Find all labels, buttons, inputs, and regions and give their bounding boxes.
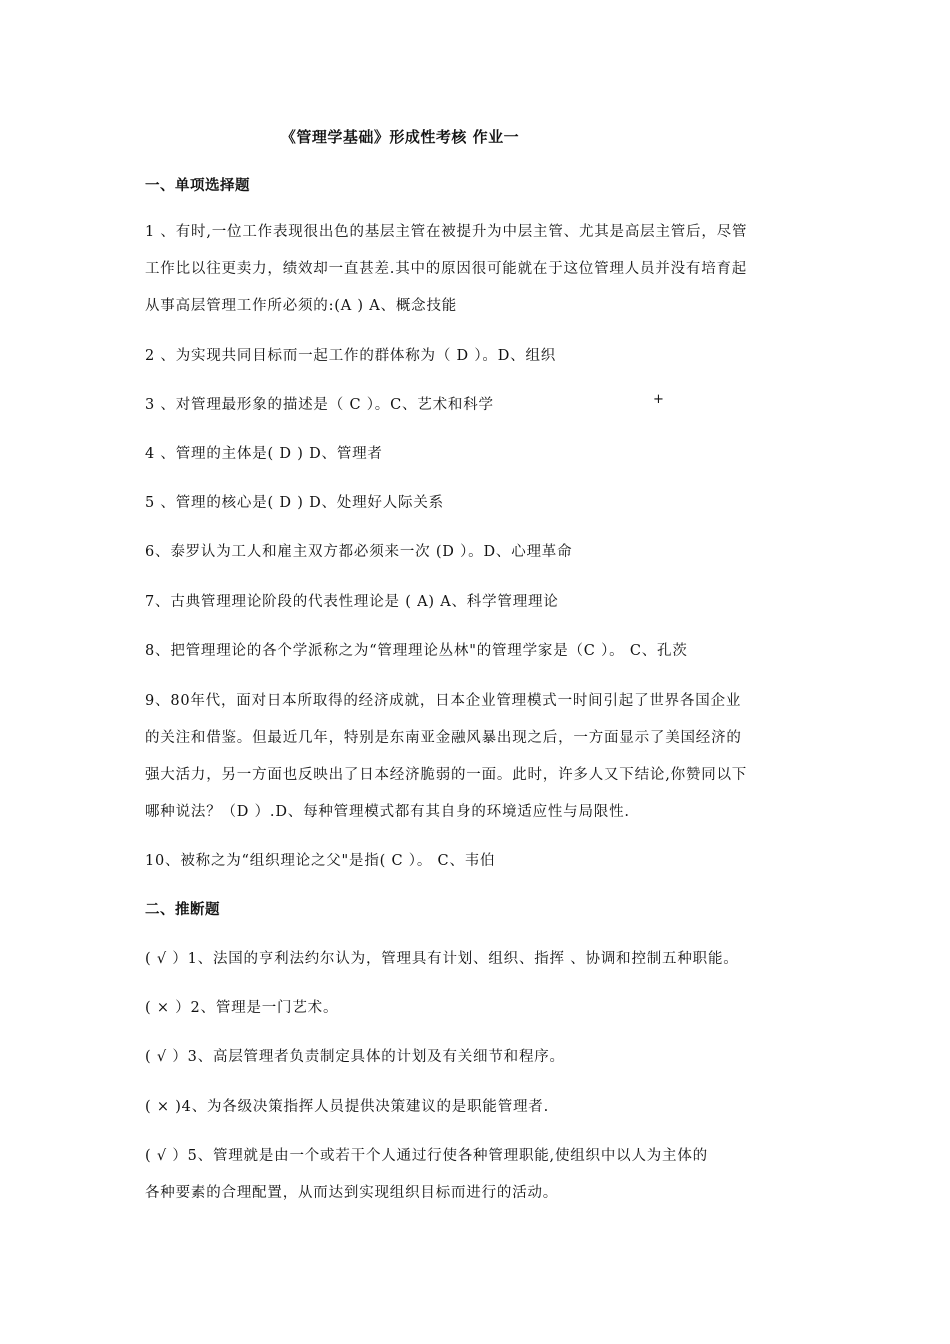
judgment-5-line-1: ( √ ）5、管理就是由一个或若干个人通过行使各种管理职能,使组织中以人为主体的 [145,1148,708,1164]
question-9-line-1: 9、80年代，面对日本所取得的经济成就，日本企业管理模式一时间引起了世界各国企业 [145,693,742,709]
question-9-line-3: 强大活力，另一方面也反映出了日本经济脆弱的一面。此时，许多人又下结论,你赞同以下 [145,767,748,783]
question-2: 2 、为实现共同目标而一起工作的群体称为（ D ）。D、组织 [145,348,557,364]
question-3: 3 、对管理最形象的描述是（ C ）。C、艺术和科学 [145,397,494,413]
question-7: 7、古典管理理论阶段的代表性理论是 ( A) A、科学管理理论 [145,594,559,610]
question-1-line-3: 从事高层管理工作所必须的:(A ) A、概念技能 [145,298,458,314]
judgment-5-line-2: 各种要素的合理配置，从而达到实现组织目标而进行的活动。 [145,1185,559,1201]
document-title: 《管理学基础》形成性考核 作业一 [280,128,520,146]
question-5: 5 、管理的核心是( D ) D、处理好人际关系 [145,495,444,511]
question-4: 4 、管理的主体是( D ) D、管理者 [145,446,383,462]
question-1-line-2: 工作比以往更卖力，绩效却一直甚差.其中的原因很可能就在于这位管理人员并没有培育起 [145,261,748,277]
question-1-line-1: 1 、有时,一位工作表现很出色的基层主管在被提升为中层主管、尤其是高层主管后，尽管 [145,224,748,240]
question-6: 6、泰罗认为工人和雇主双方都必须来一次 (D ）。D、心理革命 [145,544,573,560]
judgment-4: ( × )4、为各级决策指挥人员提供决策建议的是职能管理者. [145,1099,550,1115]
question-8: 8、把管理理论的各个学派称之为“管理理论丛林"的管理学家是（C ）。 C、孔茨 [145,643,688,659]
judgment-3: ( √ ）3、高层管理者负责制定具体的计划及有关细节和程序。 [145,1049,565,1065]
judgment-1: ( √ ）1、法国的亨利法约尔认为，管理具有计划、组织、指挥 、协调和控制五种职能。 [145,951,739,967]
stray-plus-mark: + [653,392,664,407]
section-heading-judgment: 二、推断题 [145,902,220,918]
question-9-line-4: 哪种说法？（D ）.D、每种管理模式都有其自身的环境适应性与局限性. [145,804,630,820]
question-10: 10、被称之为“组织理论之父"是指( C ）。 C、韦伯 [145,853,496,869]
section-heading-single-choice: 一、单项选择题 [145,178,250,194]
question-9-line-2: 的关注和借鉴。但最近几年，特别是东南亚金融风暴出现之后，一方面显示了美国经济的 [145,730,742,746]
judgment-2: ( × ）2、管理是一门艺术。 [145,1000,339,1016]
